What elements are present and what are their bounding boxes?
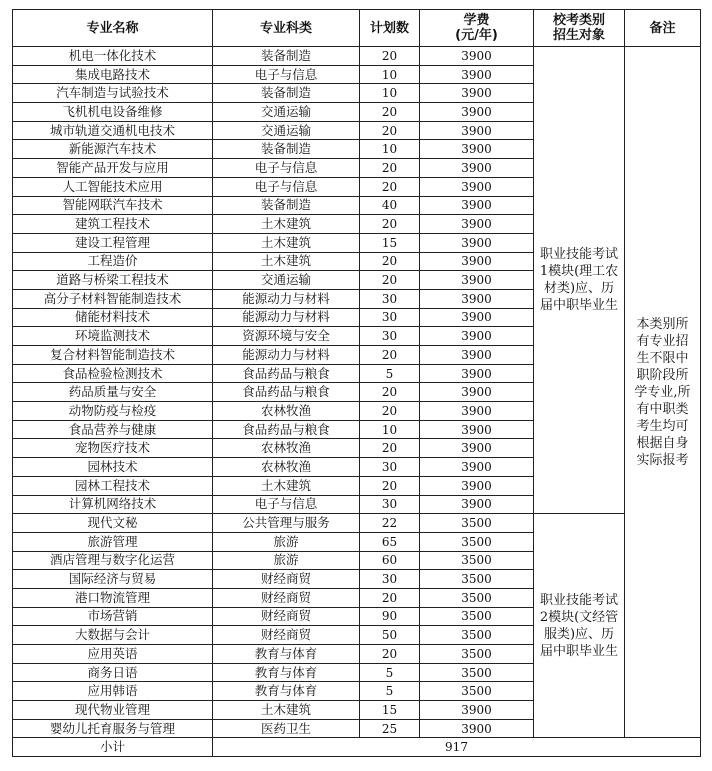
major-category: 食品药品与粮食 (213, 383, 360, 402)
major-category: 教育与体育 (213, 682, 360, 701)
major-category: 电子与信息 (213, 495, 360, 514)
tuition-fee: 3900 (420, 121, 534, 140)
plan-count: 30 (360, 327, 420, 346)
major-category: 农林牧渔 (213, 402, 360, 421)
plan-count: 15 (360, 233, 420, 252)
major-category: 资源环境与安全 (213, 327, 360, 346)
major-name: 人工智能技术应用 (13, 177, 213, 196)
header-target-line2: 招生对象 (552, 28, 605, 43)
major-name: 园林技术 (13, 458, 213, 477)
major-name: 港口物流管理 (13, 588, 213, 607)
plan-count: 20 (360, 439, 420, 458)
plan-count: 22 (360, 514, 420, 533)
plan-count: 5 (360, 364, 420, 383)
tuition-fee: 3500 (420, 663, 534, 682)
subtotal-label: 小计 (13, 738, 213, 757)
major-name: 飞机机电设备维修 (13, 103, 213, 122)
group1-target: 职业技能考试1模块(理工农材类)应、历届中职毕业生 (534, 47, 625, 514)
major-name: 酒店管理与数字化运营 (13, 551, 213, 570)
major-category: 农林牧渔 (213, 458, 360, 477)
major-category: 交通运输 (213, 271, 360, 290)
major-category: 土木建筑 (213, 701, 360, 720)
tuition-fee: 3900 (420, 103, 534, 122)
major-category: 土木建筑 (213, 476, 360, 495)
major-category: 财经商贸 (213, 588, 360, 607)
plan-count: 20 (360, 588, 420, 607)
plan-count: 65 (360, 532, 420, 551)
tuition-fee: 3900 (420, 439, 534, 458)
plan-count: 30 (360, 289, 420, 308)
header-plan: 计划数 (360, 10, 420, 47)
major-name: 婴幼儿托育服务与管理 (13, 719, 213, 738)
major-category: 能源动力与材料 (213, 289, 360, 308)
major-name: 计算机网络技术 (13, 495, 213, 514)
tuition-fee: 3900 (420, 327, 534, 346)
major-name: 旅游管理 (13, 532, 213, 551)
major-category: 交通运输 (213, 121, 360, 140)
tuition-fee: 3900 (420, 308, 534, 327)
plan-count: 20 (360, 159, 420, 178)
major-name: 食品检验检测技术 (13, 364, 213, 383)
major-category: 能源动力与材料 (213, 308, 360, 327)
major-category: 农林牧渔 (213, 439, 360, 458)
group2-target: 职业技能考试2模块(文经管服类)应、历届中职毕业生 (534, 514, 625, 738)
major-name: 动物防疫与检疫 (13, 402, 213, 421)
tuition-fee: 3900 (420, 47, 534, 66)
tuition-fee: 3900 (420, 215, 534, 234)
major-category: 医药卫生 (213, 719, 360, 738)
major-category: 电子与信息 (213, 65, 360, 84)
major-category: 装备制造 (213, 47, 360, 66)
major-name: 道路与桥梁工程技术 (13, 271, 213, 290)
subtotal-row (13, 738, 701, 757)
tuition-fee: 3900 (420, 719, 534, 738)
plan-count: 20 (360, 271, 420, 290)
tuition-fee: 3900 (420, 458, 534, 477)
plan-count: 30 (360, 308, 420, 327)
major-category: 食品药品与粮食 (213, 364, 360, 383)
plan-count: 20 (360, 645, 420, 664)
plan-count: 20 (360, 476, 420, 495)
tuition-fee: 3900 (420, 402, 534, 421)
remark-note: 本类别所有专业招生不限中职阶段所学专业,所有中职类考生均可根据自身实际报考 (625, 47, 701, 738)
major-category: 交通运输 (213, 103, 360, 122)
major-category: 教育与体育 (213, 645, 360, 664)
major-name: 应用英语 (13, 645, 213, 664)
tuition-fee: 3900 (420, 233, 534, 252)
tuition-fee: 3900 (420, 420, 534, 439)
tuition-fee: 3900 (420, 701, 534, 720)
table-header-row (13, 10, 701, 47)
plan-count: 10 (360, 420, 420, 439)
tuition-fee: 3900 (420, 252, 534, 271)
major-name: 智能网联汽车技术 (13, 196, 213, 215)
major-category: 装备制造 (213, 196, 360, 215)
header-category: 专业科类 (213, 10, 360, 47)
plan-count: 60 (360, 551, 420, 570)
major-category: 公共管理与服务 (213, 514, 360, 533)
major-category: 装备制造 (213, 140, 360, 159)
plan-count: 30 (360, 495, 420, 514)
tuition-fee: 3500 (420, 645, 534, 664)
plan-count: 10 (360, 140, 420, 159)
tuition-fee: 3900 (420, 84, 534, 103)
plan-count: 5 (360, 663, 420, 682)
major-category: 旅游 (213, 532, 360, 551)
major-name: 汽车制造与试验技术 (13, 84, 213, 103)
major-name: 宠物医疗技术 (13, 439, 213, 458)
major-name: 市场营销 (13, 607, 213, 626)
plan-count: 20 (360, 252, 420, 271)
major-name: 新能源汽车技术 (13, 140, 213, 159)
major-name: 现代物业管理 (13, 701, 213, 720)
header-remark: 备注 (625, 10, 701, 47)
plan-count: 15 (360, 701, 420, 720)
header-major: 专业名称 (13, 10, 213, 47)
table-row (13, 514, 701, 533)
tuition-fee: 3900 (420, 289, 534, 308)
major-category: 财经商贸 (213, 626, 360, 645)
header-target (534, 10, 625, 47)
plan-count: 10 (360, 84, 420, 103)
plan-count: 30 (360, 458, 420, 477)
major-category: 土木建筑 (213, 252, 360, 271)
major-name: 园林工程技术 (13, 476, 213, 495)
tuition-fee: 3900 (420, 65, 534, 84)
plan-count: 20 (360, 215, 420, 234)
tuition-fee: 3900 (420, 383, 534, 402)
header-fee-line1: 学费 (463, 13, 490, 28)
major-name: 储能材料技术 (13, 308, 213, 327)
tuition-fee: 3900 (420, 140, 534, 159)
tuition-fee: 3500 (420, 532, 534, 551)
plan-count: 20 (360, 346, 420, 365)
plan-count: 30 (360, 570, 420, 589)
tuition-fee: 3900 (420, 271, 534, 290)
enrollment-plan-table (12, 9, 701, 757)
plan-count: 20 (360, 402, 420, 421)
major-category: 电子与信息 (213, 177, 360, 196)
major-name: 现代文秘 (13, 514, 213, 533)
major-category: 旅游 (213, 551, 360, 570)
major-name: 环境监测技术 (13, 327, 213, 346)
plan-count: 40 (360, 196, 420, 215)
plan-count: 5 (360, 682, 420, 701)
plan-count: 20 (360, 177, 420, 196)
major-name: 商务日语 (13, 663, 213, 682)
major-name: 国际经济与贸易 (13, 570, 213, 589)
plan-count: 10 (360, 65, 420, 84)
tuition-fee: 3500 (420, 551, 534, 570)
major-category: 食品药品与粮食 (213, 420, 360, 439)
plan-count: 20 (360, 383, 420, 402)
plan-count: 90 (360, 607, 420, 626)
tuition-fee: 3500 (420, 514, 534, 533)
major-name: 药品质量与安全 (13, 383, 213, 402)
tuition-fee: 3900 (420, 364, 534, 383)
plan-count: 20 (360, 47, 420, 66)
table-body (13, 47, 701, 757)
tuition-fee: 3500 (420, 682, 534, 701)
major-category: 土木建筑 (213, 215, 360, 234)
tuition-fee: 3500 (420, 607, 534, 626)
plan-count: 25 (360, 719, 420, 738)
major-category: 能源动力与材料 (213, 346, 360, 365)
major-name: 食品营养与健康 (13, 420, 213, 439)
major-name: 集成电路技术 (13, 65, 213, 84)
enrollment-plan-document (12, 9, 701, 757)
header-target-line1: 校考类别 (552, 13, 605, 28)
tuition-fee: 3900 (420, 177, 534, 196)
major-category: 教育与体育 (213, 663, 360, 682)
subtotal-value: 917 (213, 738, 701, 757)
major-name: 机电一体化技术 (13, 47, 213, 66)
major-name: 城市轨道交通机电技术 (13, 121, 213, 140)
tuition-fee: 3900 (420, 196, 534, 215)
major-name: 建筑工程技术 (13, 215, 213, 234)
header-fee-line2: (元/年) (455, 28, 498, 43)
tuition-fee: 3900 (420, 495, 534, 514)
major-name: 建设工程管理 (13, 233, 213, 252)
major-category: 财经商贸 (213, 570, 360, 589)
major-name: 复合材料智能制造技术 (13, 346, 213, 365)
table-row (13, 47, 701, 66)
tuition-fee: 3900 (420, 159, 534, 178)
major-category: 电子与信息 (213, 159, 360, 178)
tuition-fee: 3500 (420, 626, 534, 645)
major-name: 智能产品开发与应用 (13, 159, 213, 178)
major-name: 高分子材料智能制造技术 (13, 289, 213, 308)
plan-count: 50 (360, 626, 420, 645)
major-category: 土木建筑 (213, 233, 360, 252)
tuition-fee: 3500 (420, 570, 534, 589)
major-name: 大数据与会计 (13, 626, 213, 645)
tuition-fee: 3900 (420, 476, 534, 495)
tuition-fee: 3900 (420, 346, 534, 365)
major-name: 应用韩语 (13, 682, 213, 701)
major-name: 工程造价 (13, 252, 213, 271)
plan-count: 20 (360, 103, 420, 122)
major-category: 装备制造 (213, 84, 360, 103)
major-category: 财经商贸 (213, 607, 360, 626)
tuition-fee: 3500 (420, 588, 534, 607)
plan-count: 20 (360, 121, 420, 140)
header-fee (420, 10, 534, 47)
